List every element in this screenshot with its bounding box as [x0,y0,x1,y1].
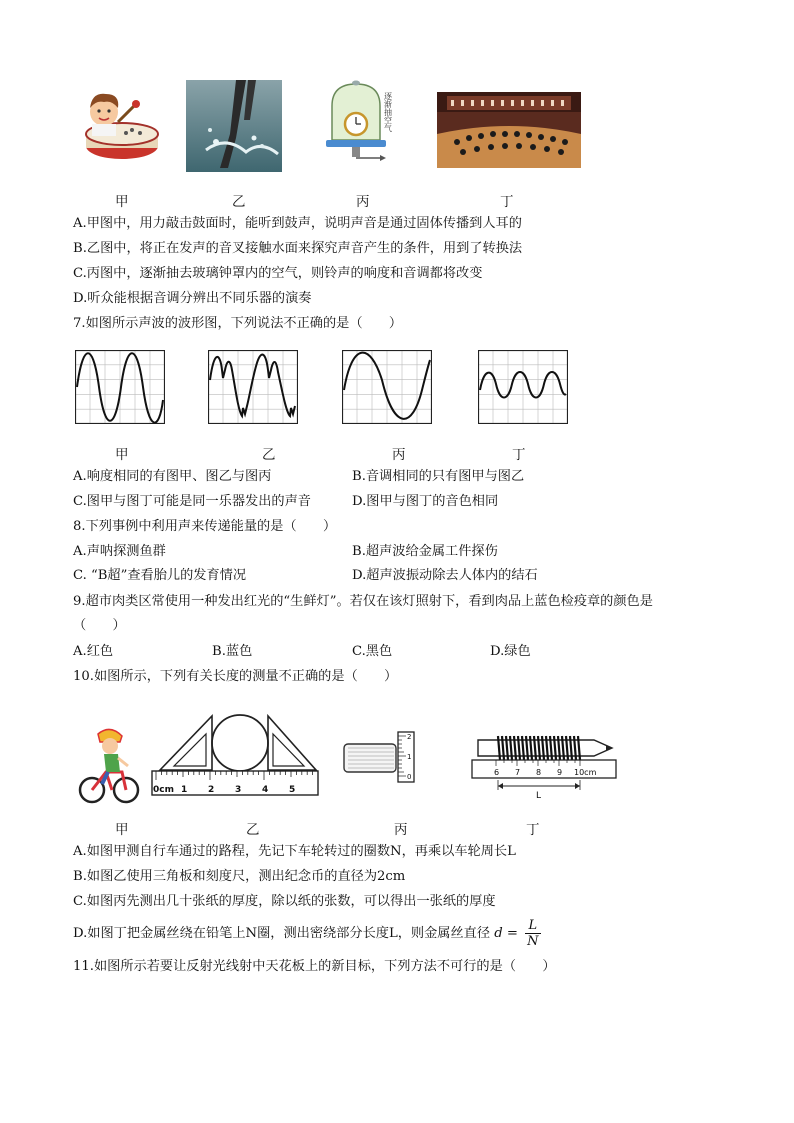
ruler-c-tick-1: 1 [407,753,412,761]
orchestra-image [437,92,581,168]
q7-caption-jia: 甲 [115,447,129,463]
q10-caption-yi: 乙 [246,822,260,838]
q6-caption-jia: 甲 [115,194,129,210]
ruler-b-tick-2: 2 [208,785,215,795]
q11-stem: 11.如图所示若要让反射光线射中天花板上的新目标，下列方法不可行的是（ ） [73,959,556,974]
formula-lhs: d = [494,926,518,941]
q10-option-a: A.如图甲测自行车通过的路程，先记下车轮转过的圈数N，再乘以车轮周长L [73,844,516,859]
q7-option-b: B.音调相同的只有图甲与图乙 [352,469,525,484]
q10-option-d [73,918,541,949]
q8-option-d: D.超声波振动除去人体内的结石 [352,568,538,583]
drum-boy-image [74,86,166,168]
q10-stem: 10.如图所示，下列有关长度的测量不正确的是（ ） [73,669,398,684]
q10-option-d-text: D.如图丁把金属丝绕在铅笔上N圈，测出密绕部分长度L，则金属丝直径 [73,926,491,941]
ruler-b-tick-0: 0cm [153,785,174,795]
ruler-b-tick-1: 1 [181,785,188,795]
q7-stem: 7.如图所示声波的波形图，下列说法不正确的是（ ） [73,316,403,331]
q10-option-c: C.如图丙先测出几十张纸的厚度，除以纸的张数，可以得出一张纸的厚度 [73,894,496,909]
bell-jar-image [322,78,404,170]
q7-option-a: A.响度相同的有图甲、图乙与图丙 [73,469,272,484]
ruler-d-tick-8: 8 [536,768,542,777]
q10-caption-bing: 丙 [394,822,408,838]
q6-caption-bing: 丙 [356,194,370,210]
formula-numerator: L [525,918,540,934]
q7-caption-ding: 丁 [512,447,526,463]
q8-option-a: A.声呐探测鱼群 [73,544,166,559]
waveform-yi [208,350,298,424]
ruler-b-tick-4: 4 [262,785,269,795]
q6-option-c: C.丙图中，逐渐抽去玻璃钟罩内的空气，则铃声的响度和音调都将改变 [73,266,483,281]
wire-coil-image [470,728,620,798]
ruler-d-tick-7: 7 [515,768,521,777]
q10-caption-jia: 甲 [115,822,129,838]
ruler-d-length-label: L [536,791,542,798]
waveform-bing [342,350,432,424]
q9-option-b: B.蓝色 [212,644,253,659]
q8-stem: 8.下列事例中利用声来传递能量的是（ ） [73,519,337,534]
q7-caption-yi: 乙 [262,447,276,463]
coin-ruler-image [150,712,320,798]
q9-stem: 9.超市肉类区常使用一种发出红光的“生鲜灯”。若仅在该灯照射下，看到肉品上蓝色检疫章的颜色是 [73,594,653,609]
ruler-c-tick-0: 0 [407,773,412,781]
q8-option-b: B.超声波给金属工件探伤 [352,544,498,559]
q6-option-a: A.甲图中，用力敲击鼓面时，能听到鼓声，说明声音是通过固体传播到人耳的 [73,216,522,231]
q6-option-d: D.听众能根据音调分辨出不同乐器的演奏 [73,291,312,306]
ruler-d-tick-6: 6 [494,768,500,777]
waveform-ding [478,350,568,424]
ruler-d-tick-10: 10cm [574,768,597,777]
q10-caption-ding: 丁 [526,822,540,838]
formula-fraction [525,918,540,949]
q10-option-b: B.如图乙使用三角板和刻度尺，测出纪念币的直径为2cm [73,869,406,884]
ruler-b-tick-5: 5 [289,785,296,795]
q9-stem-bracket: （ ） [73,618,126,633]
bell-jar-label: 逐渐抽空气 [383,92,393,132]
formula-denominator: N [527,934,539,949]
ruler-d-tick-9: 9 [557,768,563,777]
q7-option-d: D.图甲与图丁的音色相同 [352,494,499,509]
ruler-b-tick-3: 3 [235,785,242,795]
q6-option-b: B.乙图中，将正在发声的音叉接触水面来探究声音产生的条件，用到了转换法 [73,241,523,256]
q7-caption-bing: 丙 [392,447,406,463]
q9-option-d: D.绿色 [490,644,531,659]
cyclist-image [78,726,140,806]
ruler-c-tick-2: 2 [407,733,412,741]
tuning-fork-water-image [186,80,282,172]
q9-option-a: A.红色 [73,644,114,659]
q6-caption-yi: 乙 [232,194,246,210]
waveform-jia [75,350,165,424]
paper-thickness-image [340,730,420,784]
q8-option-c: C. “B超”查看胎儿的发育情况 [73,568,247,583]
q6-caption-ding: 丁 [500,194,514,210]
q9-option-c: C.黑色 [352,644,393,659]
q7-option-c: C.图甲与图丁可能是同一乐器发出的声音 [73,494,311,509]
